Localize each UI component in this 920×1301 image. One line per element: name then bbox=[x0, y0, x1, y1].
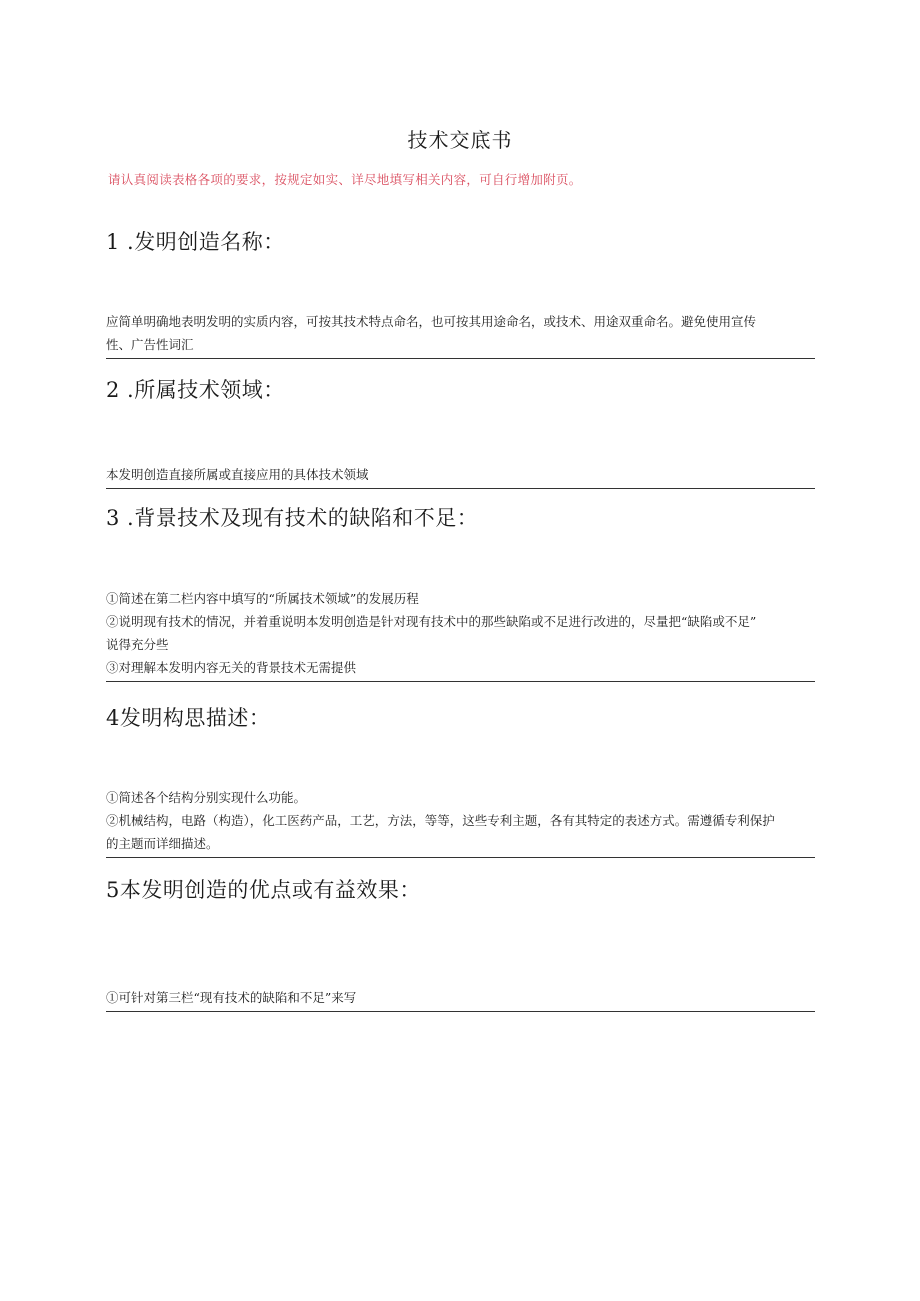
section-guidance bbox=[106, 786, 815, 858]
guidance-line: ①简述在第二栏内容中填写的“所属技术领域”的发展历程 bbox=[106, 591, 419, 606]
fill-in-notice: 请认真阅读表格各项的要求，按规定如实、详尽地填写相关内容，可自行增加附页。 bbox=[108, 172, 582, 187]
page-title: 技术交底书 bbox=[407, 128, 513, 152]
section-technical-field bbox=[106, 376, 815, 482]
guidance-line: 本发明创造直接所属或直接应用的具体技术领域 bbox=[106, 467, 369, 482]
section-guidance bbox=[106, 463, 815, 489]
guidance-line: ②机械结构，电路（构造），化工医药产品，工艺，方法，等等，这些专利主题，各有其特定的表述方式。需遵循专利保护 bbox=[106, 813, 775, 828]
guidance-line: 说得充分些 bbox=[106, 637, 169, 652]
section-invention-concept bbox=[106, 704, 815, 851]
section-guidance bbox=[106, 587, 815, 682]
section-heading: 2 .所属技术领域： bbox=[106, 378, 285, 402]
guidance-line: ①简述各个结构分别实现什么功能。 bbox=[106, 790, 307, 805]
section-guidance bbox=[106, 986, 815, 1012]
section-heading: 5本发明创造的优点或有益效果： bbox=[106, 878, 421, 902]
section-background-art bbox=[106, 504, 815, 675]
section-heading: 4发明构思描述： bbox=[106, 706, 271, 730]
section-heading: 3 .背景技术及现有技术的缺陷和不足： bbox=[106, 506, 479, 530]
section-guidance bbox=[106, 310, 815, 359]
section-heading: 1 .发明创造名称： bbox=[106, 230, 285, 254]
guidance-line: 应简单明确地表明发明的实质内容，可按其技术特点命名，也可按其用途命名，或技术、用途双重命名。避免使用宣传 bbox=[106, 314, 757, 329]
section-invention-name bbox=[106, 228, 815, 352]
section-advantages bbox=[106, 876, 815, 1005]
guidance-line: ③对理解本发明内容无关的背景技术无需提供 bbox=[106, 660, 357, 675]
guidance-line: 性、广告性词汇 bbox=[106, 337, 194, 352]
guidance-line: ①可针对第三栏“现有技术的缺陷和不足”来写 bbox=[106, 990, 357, 1005]
guidance-line: 的主题而详细描述。 bbox=[106, 836, 219, 851]
guidance-line: ②说明现有技术的情况，并着重说明本发明创造是针对现有技术中的那些缺陷或不足进行改进的，尽量把“缺陷或不足” bbox=[106, 614, 757, 629]
